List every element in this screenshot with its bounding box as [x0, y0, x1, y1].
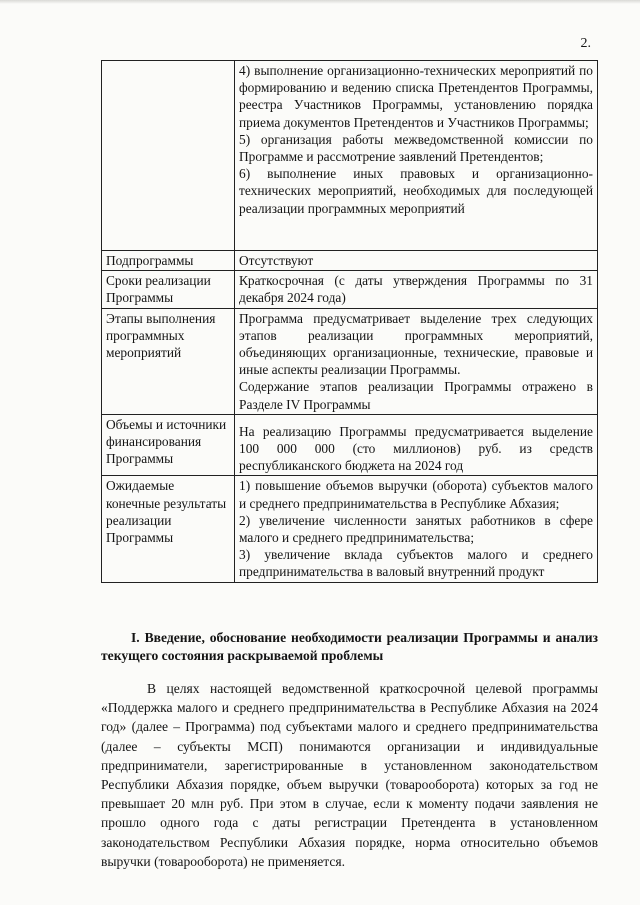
table-row	[102, 308, 598, 414]
table-row	[102, 414, 598, 476]
section-paragraph: В целях настоящей ведомственной краткосрочной целевой программы «Поддержка малого и среднего предпринимательства в Республике Абхазия на 2024 год» (далее – Программа) под субъектами малого и среднего предпринимательства (далее – субъекты МСП) понимаются организации и индивидуальные предприниматели, зарегистрированные в установленном законодательством Республики Абхазия порядке, объем выручки (товарооборота) которых за год не превышает 20 млн руб. При этом в случае, если к моменту подачи заявления не прошло одного года с даты регистрации Претендента в установленном законодательством Республики Абхазия порядке, норма относительно объемов выручки (товарооборота) не применяется.	[101, 681, 598, 869]
row-value: На реализацию Программы предусматривается выделение 100 000 000 (сто миллионов) руб. из средств республиканского бюджета на 2024 год	[235, 414, 598, 476]
list-item: 2) увеличение численности занятых работников в сфере малого и среднего предпринимательства;	[239, 512, 593, 546]
row-value	[235, 61, 598, 251]
list-item: 5) организация работы межведомственной комиссии по Программе и рассмотрение заявлений Претендентов;	[239, 131, 593, 165]
table-row	[102, 271, 598, 308]
row-value: Краткосрочная (с даты утверждения Программы по 31 декабря 2024 года)	[235, 271, 598, 308]
row-label: Ожидаемые конечные результаты реализации Программы	[102, 476, 235, 582]
row-value: Отсутствуют	[235, 251, 598, 271]
list-item: 4) выполнение организационно-технических мероприятий по формированию и ведению списка Претендентов Программы, реестра Участников Программы, установлению порядка приема документов Претендентов и Участников Программы;	[239, 63, 593, 130]
row-value	[235, 308, 598, 414]
table-row	[102, 251, 598, 271]
row-value-text: Программа предусматривает выделение трех следующих этапов реализации программных мероприятий, объединяющих организационные, технические, правовые и иные аспекты реализации Программы.	[239, 310, 593, 378]
table-row	[102, 476, 598, 582]
scan-edge-shadow	[0, 0, 640, 4]
table-row	[102, 61, 598, 251]
page-number: 2.	[580, 36, 591, 51]
row-label: Этапы выполнения программных мероприятий	[102, 308, 235, 414]
list-item: 3) увеличение вклада субъектов малого и среднего предпринимательства в валовый внутренний продукт	[239, 547, 593, 580]
list-item: 6) выполнение иных правовых и организационно-технических мероприятий, необходимых для последующей реализации программных мероприятий	[239, 166, 593, 216]
row-label: Подпрограммы	[102, 251, 235, 271]
section-heading: I. Введение, обоснование необходимости реализации Программы и анализ текущего состояния раскрываемой проблемы	[101, 630, 598, 663]
list-item: 1) повышение объемов выручки (оборота) субъектов малого и среднего предпринимательства в Республике Абхазия;	[239, 478, 593, 511]
program-passport-table	[101, 60, 598, 583]
introduction-section	[101, 629, 598, 871]
row-label: Сроки реализации Программы	[102, 271, 235, 308]
row-value	[235, 476, 598, 582]
row-value-text: Содержание этапов реализации Программы отражено в Разделе IV Программы	[239, 379, 593, 412]
row-label: Объемы и источники финансирования Программы	[102, 414, 235, 476]
row-label	[102, 61, 235, 251]
